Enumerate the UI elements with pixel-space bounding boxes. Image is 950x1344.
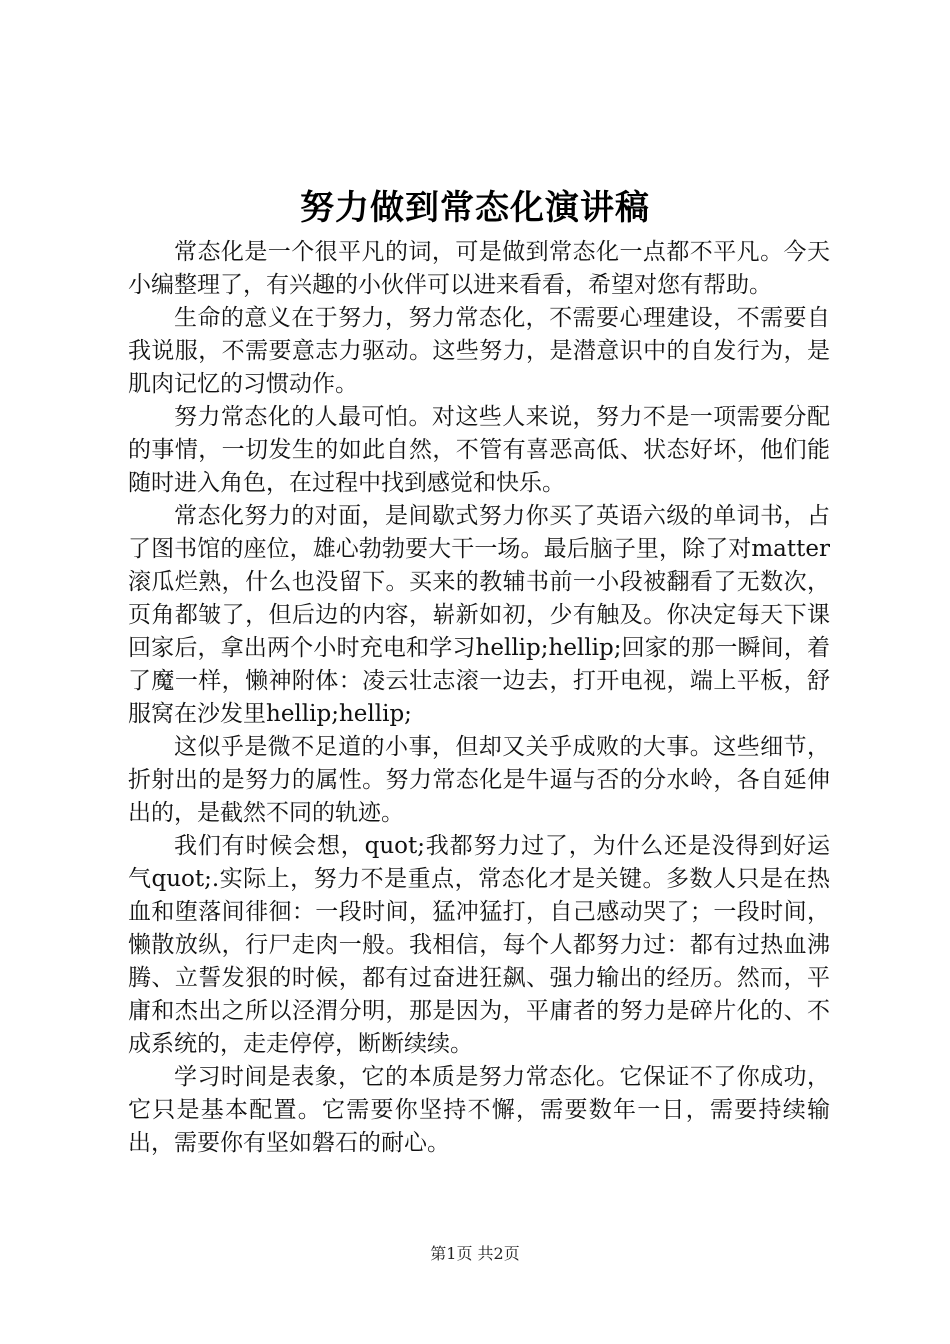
paragraph: 这似乎是微不足道的小事，但却又关乎成败的大事。这些细节，折射出的是努力的属性。努力常态化是牛逼与否的分水岭，各自延伸出的，是截然不同的轨迹。 [128,734,830,826]
paragraph: 常态化是一个很平凡的词，可是做到常态化一点都不平凡。今天小编整理了，有兴趣的小伙伴可以进来看看，希望对您有帮助。 [128,239,830,298]
document-title: 努力做到常态化演讲稿 [300,188,650,228]
document-body [128,236,830,1160]
paragraph: 生命的意义在于努力，努力常态化，不需要心理建设，不需要自我说服，不需要意志力驱动。这些努力，是潜意识中的自发行为，是肌肉记忆的习惯动作。 [128,305,830,397]
paragraph: 学习时间是表象，它的本质是努力常态化。它保证不了你成功，它只是基本配置。它需要你坚持不懈，需要数年一日，需要持续输出，需要你有坚如磐石的耐心。 [128,1064,830,1156]
paragraph: 我们有时候会想，quot;我都努力过了，为什么还是没得到好运气quot;.实际上，努力不是重点，常态化才是关键。多数人只是在热血和堕落间徘徊：一段时间，猛冲猛打，自己感动哭了；一段时间，懒散放纵，行尸走肉一般。我相信，每个人都努力过：都有过热血沸腾、立誓发狠的时候，都有过奋进狂飙、强力输出的经历。然而，平庸和杰出之所以泾渭分明，那是因为，平庸者的努力是碎片化的、不成系统的，走走停停，断断续续。 [128,833,830,1057]
paragraph: 努力常态化的人最可怕。对这些人来说，努力不是一项需要分配的事情，一切发生的如此自然，不管有喜恶高低、状态好坏，他们能随时进入角色，在过程中找到感觉和快乐。 [128,404,830,496]
page-footer: 第1页 共2页 [430,1244,520,1263]
paragraph: 常态化努力的对面，是间歇式努力你买了英语六级的单词书，占了图书馆的座位，雄心勃勃要大干一场。最后脑子里，除了对matter滚瓜烂熟，什么也没留下。买来的教辅书前一小段被翻看了无数次，页角都皱了，但后边的内容，崭新如初，少有触及。你决定每天下课回家后，拿出两个小时充电和学习hellip;hellip;回家的那一瞬间，着了魔一样，懒神附体：凌云壮志滚一边去，打开电视，端上平板，舒服窝在沙发里hellip;hellip; [128,503,830,727]
